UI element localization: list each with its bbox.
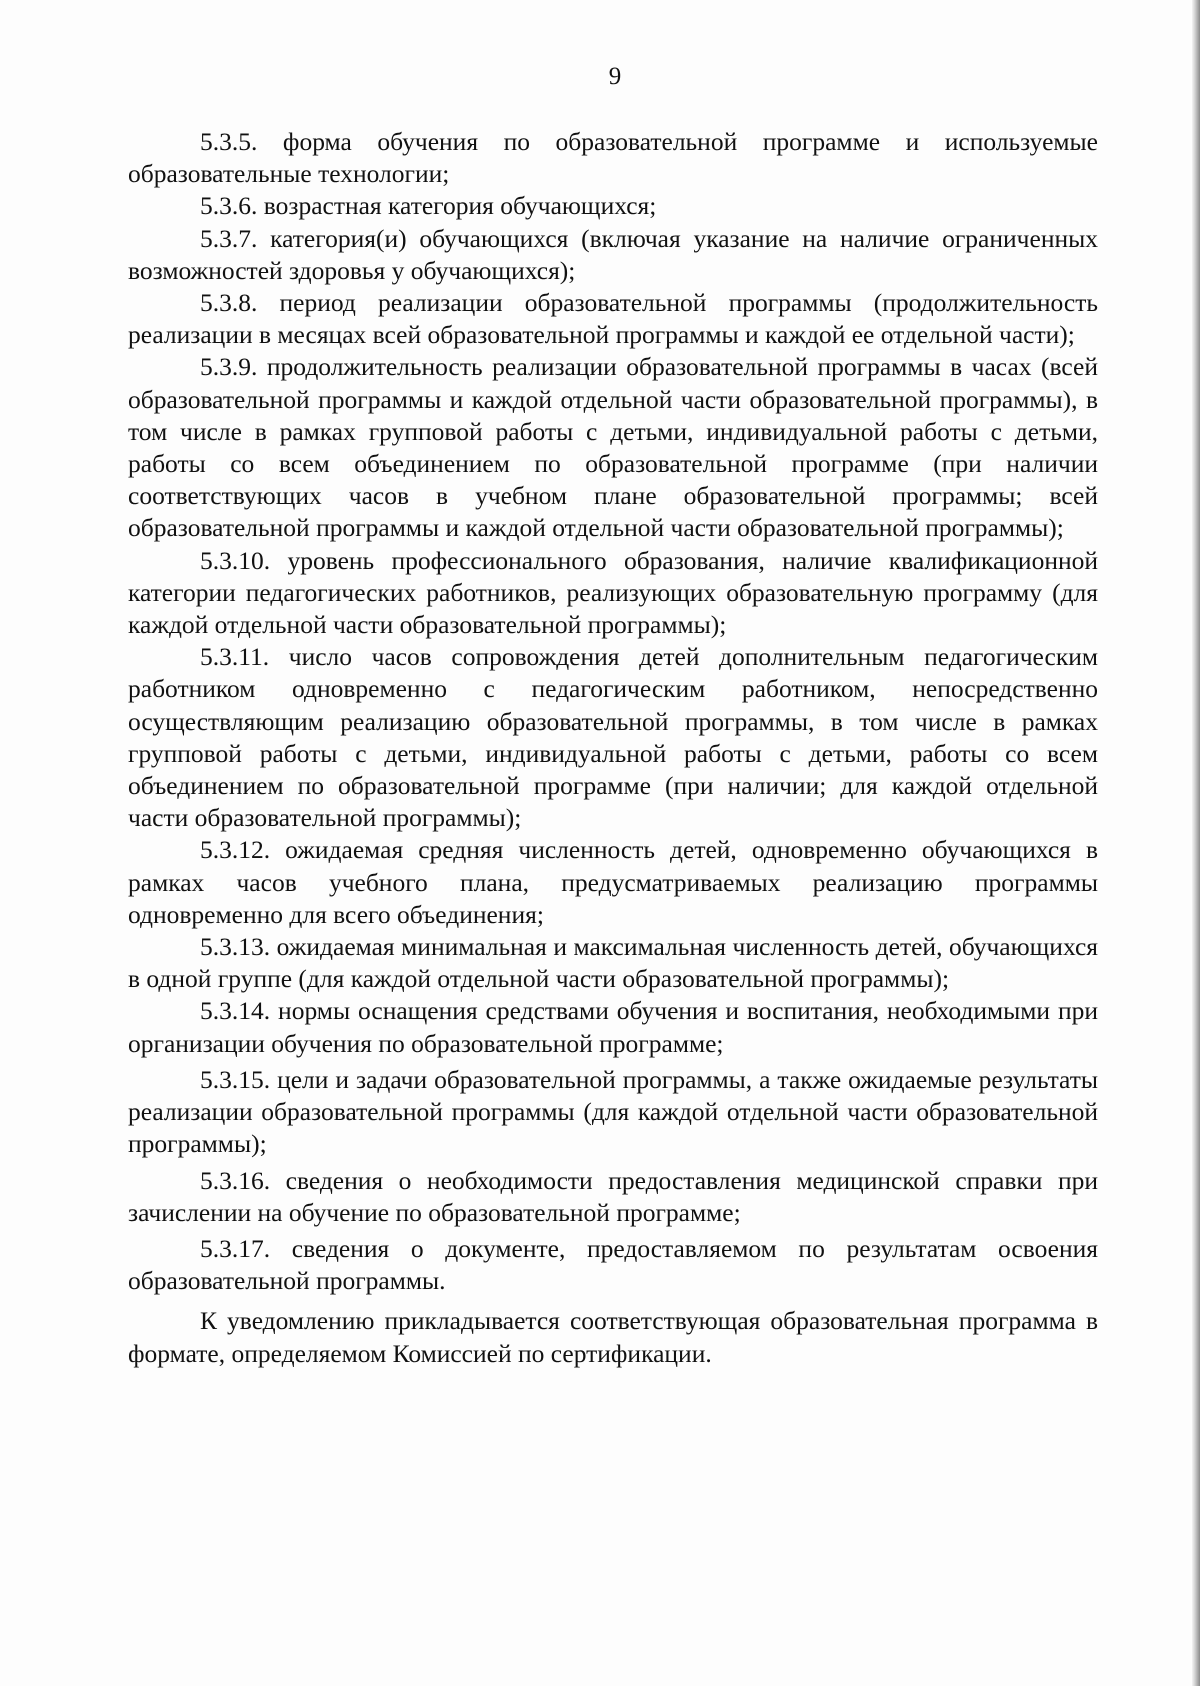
item-number: 5.3.6. [200,191,258,221]
list-item-5-3-6 [128,190,1098,222]
document-body [128,126,1098,1370]
item-text: ожидаемая средняя численность детей, одновременно обучающихся в рамках часов учебного плана, предусматриваемых реализацию программы одновременно для всего объединения; [128,835,1098,929]
scan-edge [1192,0,1200,1686]
item-number: 5.3.10. [200,545,271,575]
item-text: категория(и) обучающихся (включая указание на наличие ограниченных возможностей здоровья у обучающихся); [128,223,1098,285]
list-item-5-3-13 [128,931,1098,995]
list-item-5-3-7 [128,223,1098,287]
list-item-5-3-11 [128,641,1098,834]
item-text: форма обучения по образовательной программе и используемые образовательные технологии; [128,127,1098,189]
page-number: 9 [608,63,622,90]
list-item-5-3-9 [128,351,1098,544]
item-text: нормы оснащения средствами обучения и воспитания, необходимыми при организации обучения по образовательной программе; [128,996,1098,1058]
item-text: цели и задачи образовательной программы, а также ожидаемые результаты реализации образовательной программы (для каждой отдельной части образовательной программы); [128,1064,1098,1159]
list-item-5-3-5 [128,126,1098,190]
item-text: сведения о необходимости предоставления медицинской справки при зачислении на обучение по образовательной программе; [128,1165,1098,1227]
item-number: 5.3.13. [200,932,271,962]
item-number: 5.3.5. [200,127,258,156]
item-number: 5.3.14. [200,996,271,1026]
item-text: период реализации образовательной программы (продолжительность реализации в месяцах всей образовательной программы и каждой ее отдельной части); [128,288,1099,350]
item-number: 5.3.7. [200,223,258,253]
item-text: ожидаемая минимальная и максимальная численность детей, обучающихся в одной группе (для каждой отдельной части образовательной программы); [128,932,1099,994]
list-item-5-3-12 [128,834,1098,931]
item-text: возрастная категория обучающихся; [263,191,657,221]
item-number: 5.3.9. [200,352,258,382]
item-number: 5.3.15. [200,1064,271,1094]
list-item-5-3-16 [128,1165,1098,1229]
item-text: продолжительность реализации образовательной программы в часах (всей образовательной программы и каждой отдельной части образовательной программы), в том числе в рамках групповой работы с детьми, индивидуальной работы с детьми, работы со всем объединением по образовательной программе (при наличии соответствующих часов в учебном плане образовательной программы; всей образовательной программы и каждой отдельной части образовательной программы); [128,352,1099,543]
item-number: 5.3.17. [200,1233,271,1263]
item-number: 5.3.8. [200,288,258,318]
list-item-5-3-15 [128,1064,1098,1161]
item-text: сведения о документе, предоставляемом по результатам освоения образовательной программы. [128,1233,1098,1296]
item-number: 5.3.16. [200,1165,271,1195]
item-number: 5.3.12. [200,835,271,865]
list-item-5-3-17 [128,1233,1098,1297]
closing-paragraph: К уведомлению прикладывается соответствующая образовательная программа в формате, определяемом Комиссией по сертификации. [128,1306,1098,1368]
item-number: 5.3.11. [200,642,270,672]
list-item-5-3-10 [128,545,1098,642]
list-item-5-3-8 [128,287,1098,351]
item-text: число часов сопровождения детей дополнительным педагогическим работником одновременно с педагогическим работником, непосредственно осуществляющим реализацию образовательной программы, в том числе в рамках групповой работы с детьми, индивидуальной работы с детьми, работы со всем объединением по образовательной программе (при наличии; для каждой отдельной части образовательной программы); [128,642,1098,833]
list-item-5-3-14 [128,995,1098,1059]
item-text: уровень профессионального образования, наличие квалификационной категории педагогических работников, реализующих образовательную программу (для каждой отдельной части образовательной программы); [128,545,1099,640]
